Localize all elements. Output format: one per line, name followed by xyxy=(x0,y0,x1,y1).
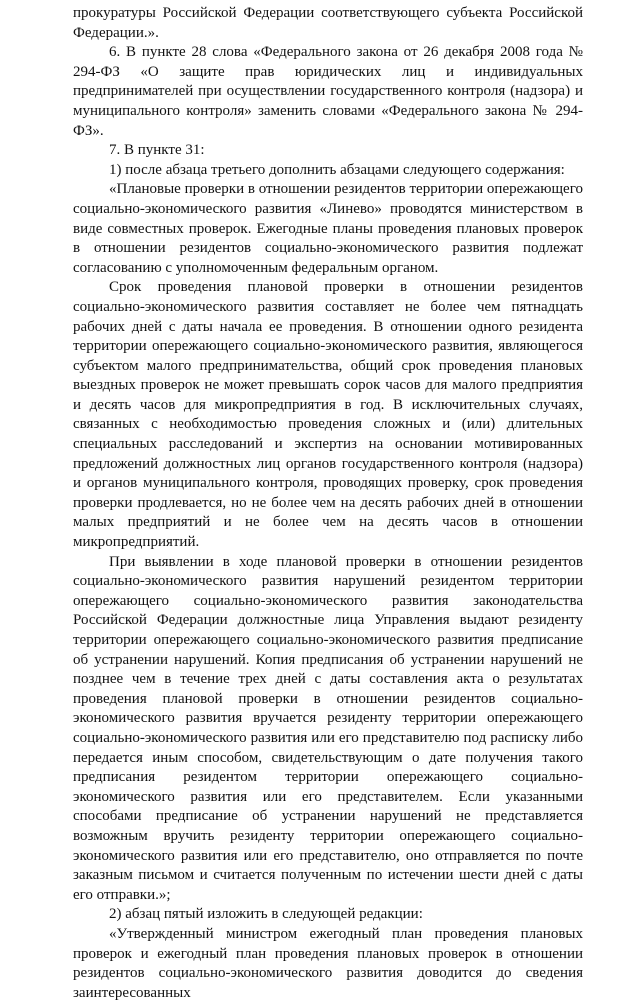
paragraph-inspection-term: Срок проведения плановой проверки в отношении резидентов социально-экономического развития составляет не более чем пятнадцать рабочих дней с даты начала ее проведения. В отношении одного резидента территории опережающего социально-экономического развития, являющегося субъектом малого предпринимательства, общий срок проведения плановых выездных проверок не может превышать сорок часов для малого предприятия и десять часов для микропредприятия в год. В исключительных случаях, связанных с необходимостью проведения сложных и (или) длительных специальных расследований и экспертиз на основании мотивированных предложений должностных лиц органов государственного контроля (надзора) и органов муниципального контроля, проводящих проверку, срок проведения проверки продлевается, но не более чем на десять рабочих дней в отношении малых предприятий и не более чем на десять часов в отношении микропредприятий. xyxy=(73,279,583,551)
document-page xyxy=(73,4,583,1003)
paragraph-item-6: 6. В пункте 28 слова «Федерального закона от 26 декабря 2008 года № 294-ФЗ «О защите прав юридических лиц и индивидуальных предпринимателей при осуществлении государственного контроля (надзора) и муниципального контроля» заменить словами «Федерального закона № 294-ФЗ». xyxy=(73,44,583,139)
paragraph-annual-plan: «Утвержденный министром ежегодный план проведения плановых проверок и ежегодный план проведения плановых проверок в отношении резидентов социально-экономического развития доводится до сведения заинтересованных xyxy=(73,925,583,1001)
paragraph-continuation: прокуратуры Российской Федерации соответствующего субъекта Российской Федерации.». xyxy=(73,5,583,41)
paragraph-planned-inspections: «Плановые проверки в отношении резидентов территории опережающего социально-экономического развития «Линево» проводятся министерством в виде совместных проверок. Ежегодные планы проведения плановых проверок в отношении резидентов социально-экономического развития подлежат согласованию с уполномоченным федеральным органом. xyxy=(73,181,583,276)
paragraph-subitem-2: 2) абзац пятый изложить в следующей редакции: xyxy=(109,906,423,923)
paragraph-subitem-1: 1) после абзаца третьего дополнить абзацами следующего содержания: xyxy=(109,161,565,178)
paragraph-item-7: 7. В пункте 31: xyxy=(109,142,205,159)
paragraph-violations-order: При выявлении в ходе плановой проверки в отношении резидентов социально-экономического развития нарушений резидентом территории опережающего социально-экономического развития законодательства Российской Федерации должностные лица Управления выдают резиденту территории опережающего социально-экономического развития предписание об устранении нарушений. Копия предписания об устранении нарушений не позднее чем в течение трех дней с даты составления акта о результатах проведения плановой проверки в отношении резидентов социально-экономического развития вручается резиденту территории опережающего социально-экономического развития или его представителю под расписку либо передается иным способом, свидетельствующим о дате получения такого предписания резидентом территории опережающего социально-экономического развития или его представителем. Если указанными способами предписание об устранении нарушений не представляется возможным вручить резиденту территории опережающего социально-экономического развития или его представителю, оно отправляется по почте заказным письмом и считается полученным по истечении шести дней с даты его отправки.»; xyxy=(73,553,583,903)
